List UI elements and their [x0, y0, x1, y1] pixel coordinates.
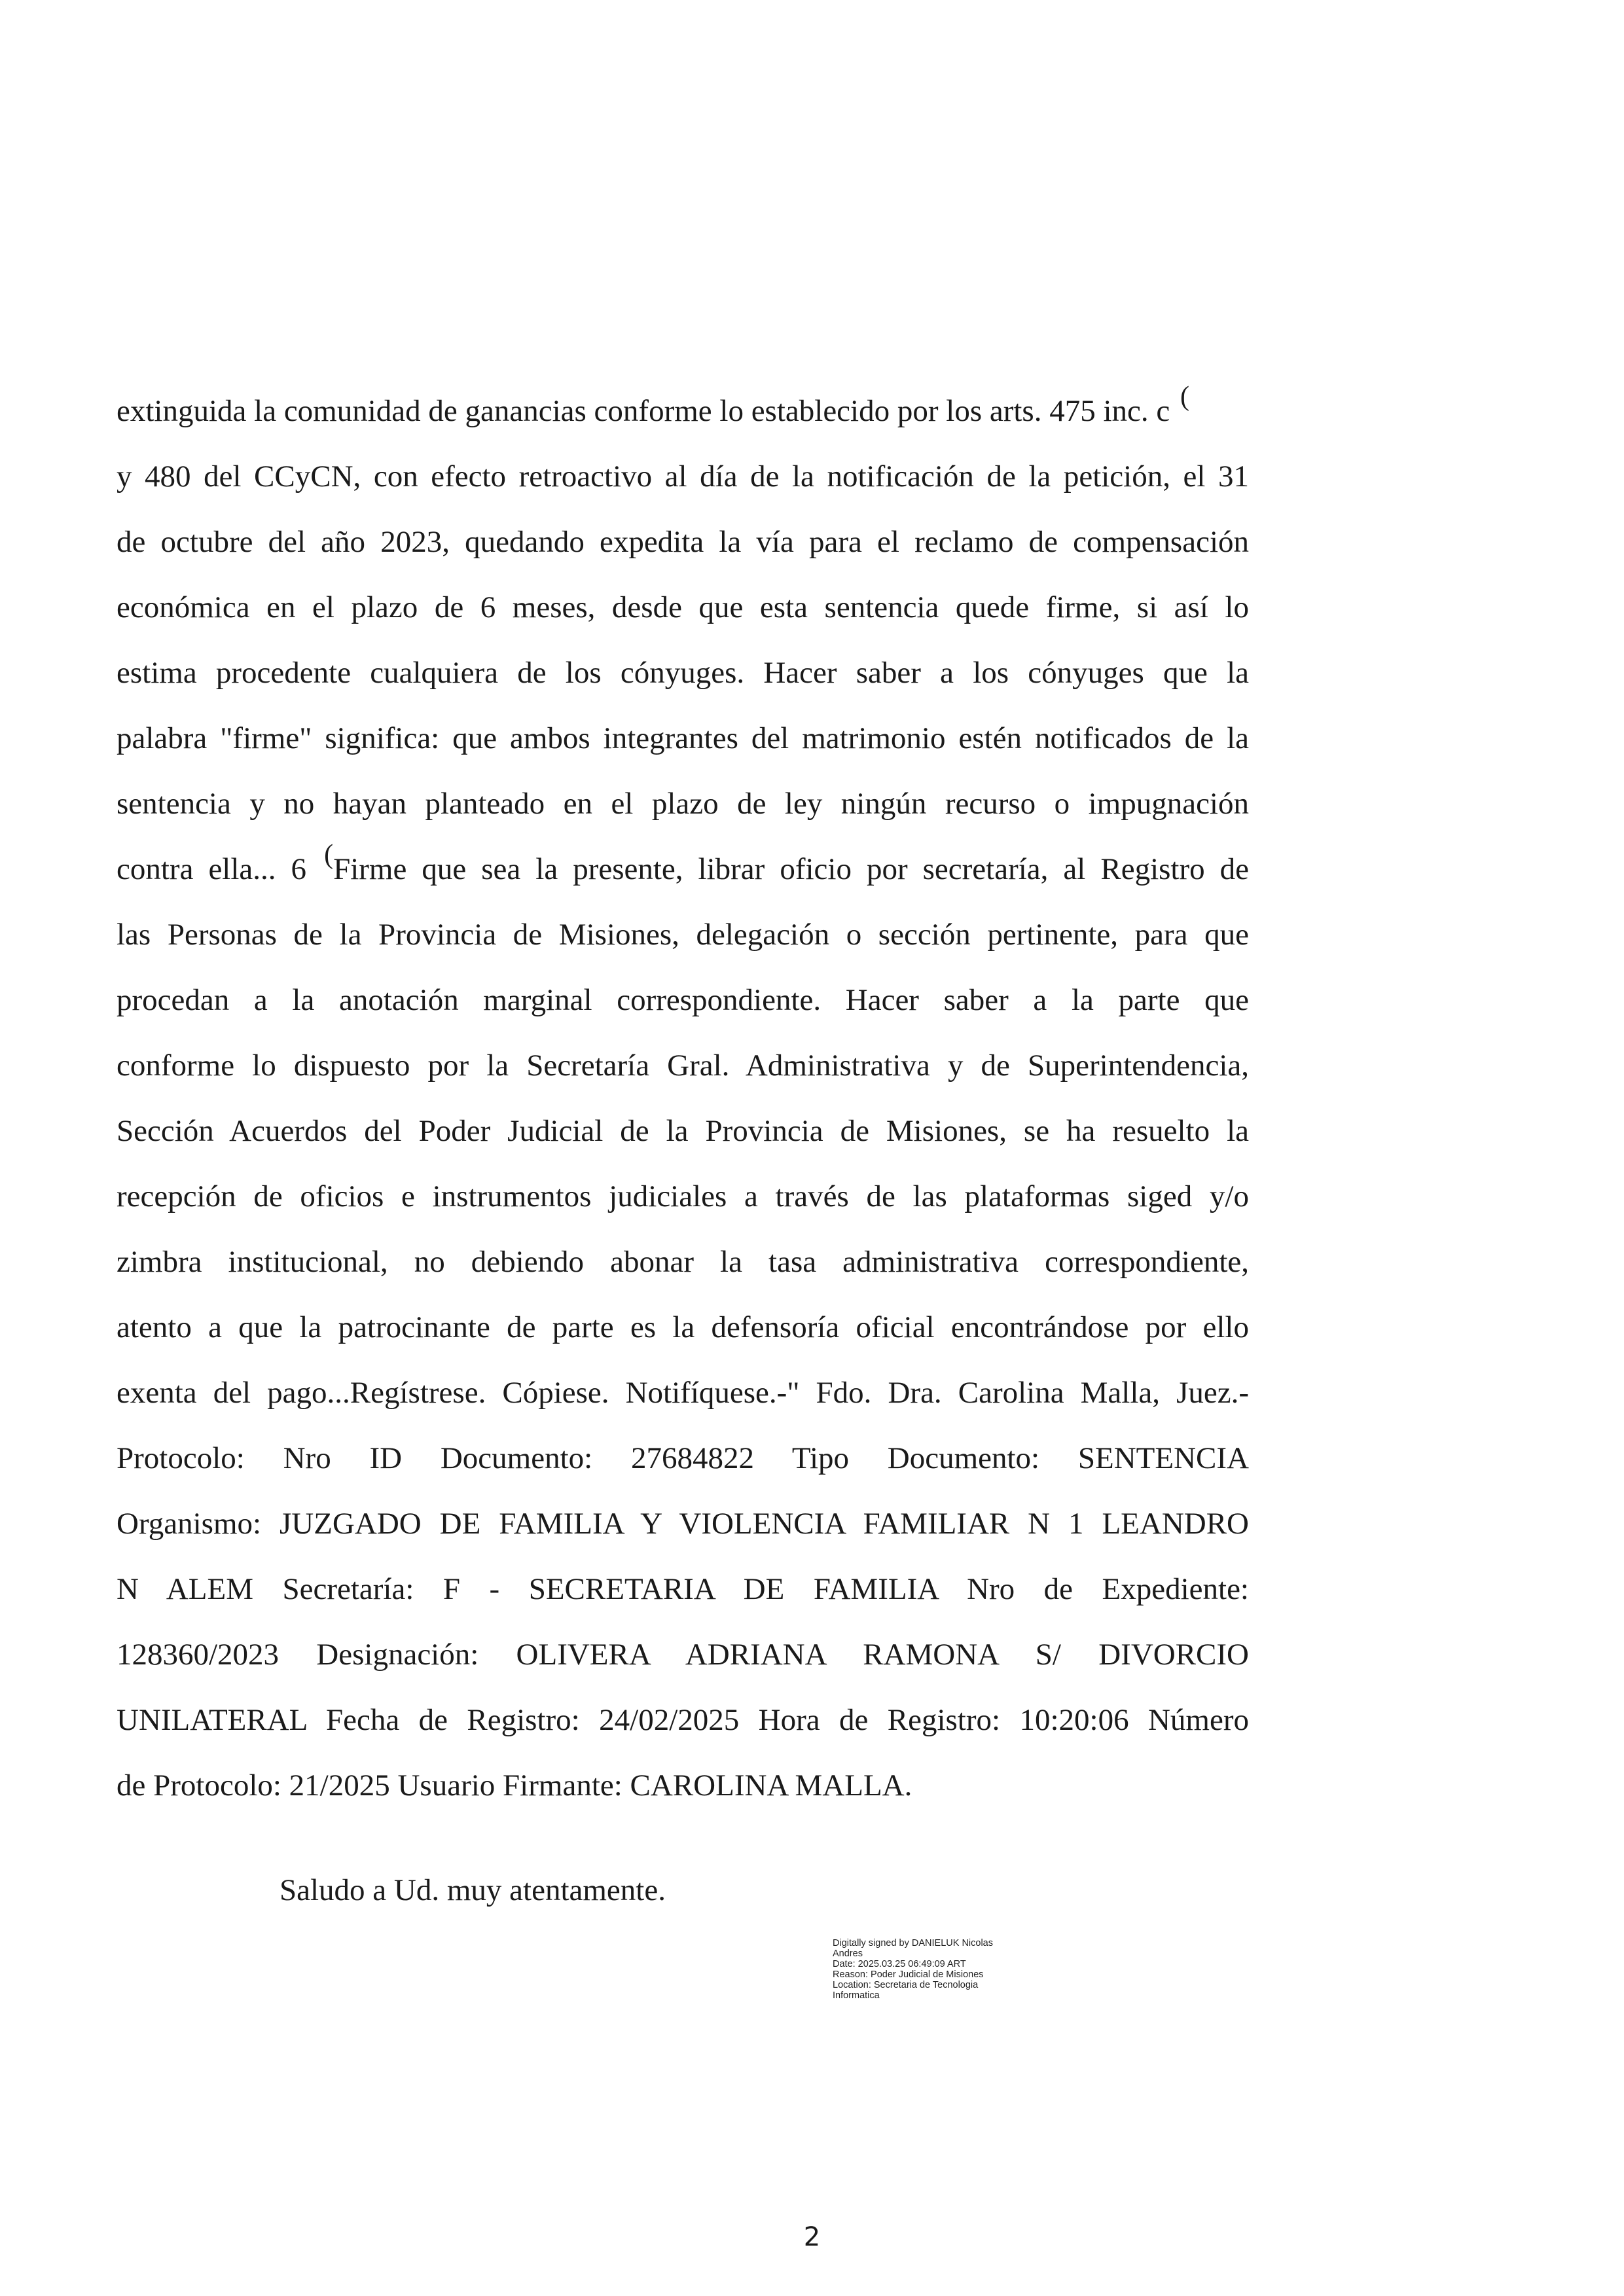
text-line-10: procedan a la anotación marginal correspondiente. Hacer saber a la parte que	[117, 983, 1249, 1017]
text-line-22: de Protocolo: 21/2025 Usuario Firmante: CAROLINA MALLA.	[117, 1768, 912, 1803]
text-line-8-prefix: contra ella... 6	[117, 852, 307, 886]
text-line-14: zimbra institucional, no debiendo abonar la tasa administrativa correspondiente,	[117, 1245, 1249, 1279]
text-line-18: Organismo: JUZGADO DE FAMILIA Y VIOLENCIA FAMILIAR N 1 LEANDRO	[117, 1507, 1249, 1541]
digital-signature-stamp	[833, 1938, 1042, 2001]
text-line-5: estima procedente cualquiera de los cónyuges. Hacer saber a los cónyuges que la	[117, 656, 1249, 690]
text-line-19: N ALEM Secretaría: F - SECRETARIA DE FAMILIA Nro de Expediente:	[117, 1572, 1249, 1606]
footnote-paren: (	[1180, 382, 1189, 412]
signature-line: Reason: Poder Judicial de Misiones	[833, 1969, 984, 1980]
text-line-12: Sección Acuerdos del Poder Judicial de la Provincia de Misiones, se ha resuelto la	[117, 1114, 1249, 1148]
signature-line: Digitally signed by DANIELUK Nicolas	[833, 1938, 993, 1948]
text-line-6: palabra "firme" significa: que ambos integrantes del matrimonio estén notificados de la	[117, 721, 1249, 755]
text-line-1	[117, 378, 1249, 444]
text-line-2: y 480 del CCyCN, con efecto retroactivo al día de la notificación de la petición, el 31	[117, 459, 1249, 493]
text-line-8-content: Firme que sea la presente, librar oficio por secretaría, al Registro de	[333, 852, 1250, 886]
closing-salutation: Saludo a Ud. muy atentamente.	[280, 1873, 666, 1907]
text-line-16: exenta del pago...Regístrese. Cópiese. Notifíquese.-" Fdo. Dra. Carolina Malla, Juez.-	[117, 1376, 1249, 1410]
text-line-9: las Personas de la Provincia de Misiones, delegación o sección pertinente, para que	[117, 918, 1249, 952]
text-line-20: 128360/2023 Designación: OLIVERA ADRIANA RAMONA S/ DIVORCIO	[117, 1638, 1249, 1672]
text-line-7: sentencia y no hayan planteado en el plazo de ley ningún recurso o impugnación	[117, 787, 1249, 821]
text-line-17: Protocolo: Nro ID Documento: 27684822 Tipo Documento: SENTENCIA	[117, 1441, 1249, 1475]
footnote-paren: (	[324, 840, 334, 870]
signature-line: Location: Secretaria de Tecnologia	[833, 1980, 979, 1990]
text-line-15: atento a que la patrocinante de parte es la defensoría oficial encontrándose por ello	[117, 1310, 1249, 1344]
page-number: 2	[803, 2222, 821, 2252]
text-line-13: recepción de oficios e instrumentos judiciales a través de las plataformas siged y/o	[117, 1179, 1249, 1213]
body-text	[117, 378, 1249, 1818]
text-line-8	[117, 836, 1249, 902]
signature-line: Andres	[833, 1948, 863, 1959]
signature-line: Date: 2025.03.25 06:49:09 ART	[833, 1959, 966, 1969]
text-line-4: económica en el plazo de 6 meses, desde que esta sentencia quede firme, si así lo	[117, 590, 1249, 624]
text-line-21: UNILATERAL Fecha de Registro: 24/02/2025 Hora de Registro: 10:20:06 Número	[117, 1703, 1249, 1737]
text-line-3: de octubre del año 2023, quedando expedita la vía para el reclamo de compensación	[117, 525, 1249, 559]
signature-line: Informatica	[833, 1990, 880, 2001]
text-line-11: conforme lo dispuesto por la Secretaría Gral. Administrativa y de Superintendencia,	[117, 1049, 1249, 1083]
text-line-1-content: extinguida la comunidad de ganancias conforme lo establecido por los arts. 475 inc. c	[117, 394, 1170, 428]
